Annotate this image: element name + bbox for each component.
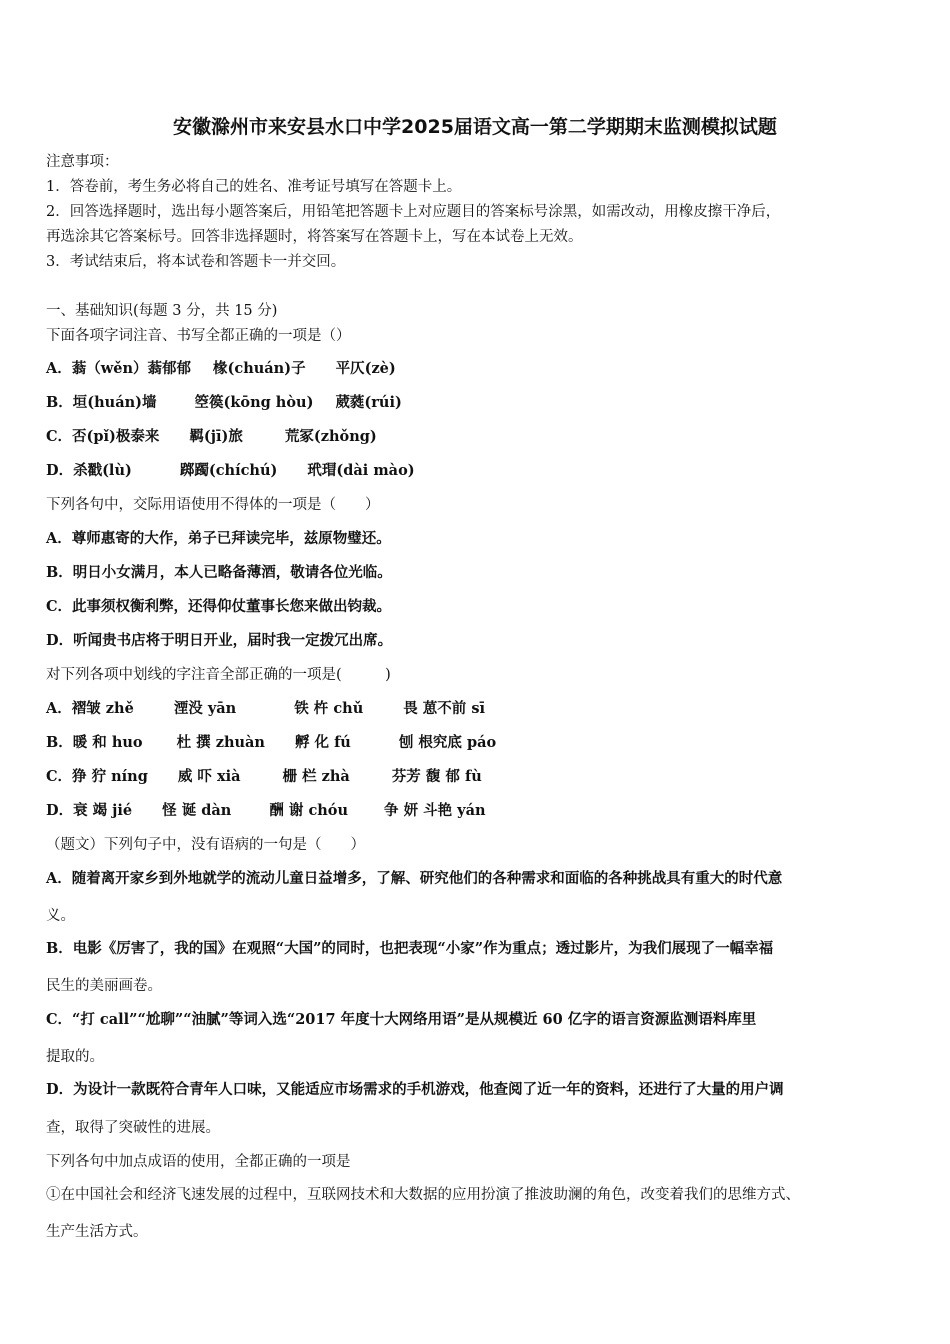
q1-c-part2: 羁(jī)旅 [189,428,243,445]
q4-stem: （题文）下列句子中，没有语病的一句是（ ） [46,837,365,853]
q1-a-part1: A．蓊（wěn）蓊郁郁 [46,360,191,377]
q1-d-part2: 踯躅(chíchú) [179,462,278,479]
q1-c-part3: 荒冢(zhǒng) [284,428,377,445]
q5-stem: 下列各句中加点成语的使用，全都正确的一项是 [46,1154,351,1170]
q3-b-part4: 刨 根究底 páo [398,734,497,751]
q3-a-part4: 畏 葸不前 sī [403,700,486,717]
page-title: 安徽滁州市来安县水口中学2025届语文高一第二学期期末监测模拟试题 [173,116,777,138]
q1-stem: 下面各项字词注音、书写全都正确的一项是（） [46,328,351,344]
q4-option-c: C．“打 call”“尬聊”“油腻”等词入选“2017 年度十大网络用语”是从规模近 60 亿字的语言资源监测语料库里 [46,1011,757,1028]
section-heading: 一、基础知识(每题 3 分，共 15 分) [46,303,278,319]
q3-a-part2: 湮没 yān [173,700,237,717]
q3-c-part2: 威 吓 xià [177,768,241,785]
notice-item-2-cont: 再选涂其它答案标号。回答非选择题时，将答案写在答题卡上，写在本试卷上无效。 [46,229,583,245]
q1-option-a [46,359,396,379]
q3-a-part3: 铁 杵 chǔ [294,700,364,717]
q3-a-part1: A．褶皱 zhě [46,700,134,717]
q3-d-part2: 怪 诞 dàn [162,802,232,819]
q3-c-part1: C．狰 狞 níng [46,768,148,785]
q1-a-part2: 椽(chuán)子 [213,360,306,377]
notice-item-3: 3．考试结束后，将本试卷和答题卡一并交回。 [46,254,346,270]
q5-sentence-1-cont: 生产生活方式。 [46,1224,148,1240]
q1-b-part3: 葳蕤(rúi) [335,394,402,411]
q3-option-d [46,801,486,821]
q1-option-c [46,427,377,447]
q4-option-d-cont: 查，取得了突破性的进展。 [46,1120,220,1136]
q2-option-c: C．此事须权衡利弊，还得仰仗董事长您来做出钧裁。 [46,598,392,615]
q3-d-part1: D．衰 竭 jié [46,802,133,819]
q3-option-c [46,767,482,787]
q4-option-b-cont: 民生的美丽画卷。 [46,978,162,994]
q1-d-part3: 玳瑁(dài mào) [307,462,415,479]
q1-b-part1: B．垣(huán)墙 [46,394,157,411]
q1-c-part1: C．否(pǐ)极泰来 [46,428,160,445]
q3-d-part3: 酬 谢 chóu [269,802,349,819]
q1-d-part1: D．杀戳(lù) [46,462,132,479]
q3-stem: 对下列各项中划线的字注音全部正确的一项是( ) [46,667,391,683]
q3-d-part4: 争 妍 斗艳 yán [384,802,486,819]
q4-option-a-cont: 义。 [46,908,75,924]
q4-option-d: D．为设计一款既符合青年人口味，又能适应市场需求的手机游戏，他查阅了近一年的资料，还进行了大量的用户调 [46,1081,784,1098]
q4-option-c-cont: 提取的。 [46,1049,104,1065]
q5-sentence-1: ①在中国社会和经济飞速发展的过程中，互联网技术和大数据的应用扮演了推波助澜的角色，改变着我们的思维方式、 [46,1187,800,1203]
q3-option-a [46,699,485,719]
q1-option-b [46,393,402,413]
q3-option-b [46,733,496,753]
q1-option-d [46,461,415,481]
q3-c-part4: 芬芳 馥 郁 fù [391,768,482,785]
q4-option-a: A．随着离开家乡到外地就学的流动儿童日益增多，了解、研究他们的各种需求和面临的各种挑战具有重大的时代意 [46,870,783,887]
q2-option-a: A．尊师惠寄的大作，弟子已拜读完毕，兹原物璧还。 [46,530,391,547]
q4-option-b: B．电影《厉害了，我的国》在观照“大国”的同时，也把表现“小家”作为重点；透过影片，为我们展现了一幅幸福 [46,940,774,957]
q2-stem: 下列各句中，交际用语使用不得体的一项是（ ） [46,497,380,513]
q2-option-b: B．明日小女满月，本人已略备薄酒，敬请各位光临。 [46,564,392,581]
q3-b-part2: 杜 撰 zhuàn [176,734,265,751]
q1-a-part3: 平仄(zè) [335,360,396,377]
notice-heading: 注意事项： [46,154,119,170]
notice-item-1: 1．答卷前，考生务必将自己的姓名、准考证号填写在答题卡上。 [46,179,462,195]
q2-option-d: D．听闻贵书店将于明日开业，届时我一定拨冗出席。 [46,632,393,649]
notice-item-2: 2．回答选择题时，选出每小题答案后，用铅笔把答题卡上对应题目的答案标号涂黑，如需改动，用橡皮擦干净后， [46,204,781,220]
q3-c-part3: 栅 栏 zhà [282,768,350,785]
q3-b-part1: B．暖 和 huo [46,734,143,751]
q1-b-part2: 箜篌(kōng hòu) [194,394,314,411]
q3-b-part3: 孵 化 fú [294,734,351,751]
